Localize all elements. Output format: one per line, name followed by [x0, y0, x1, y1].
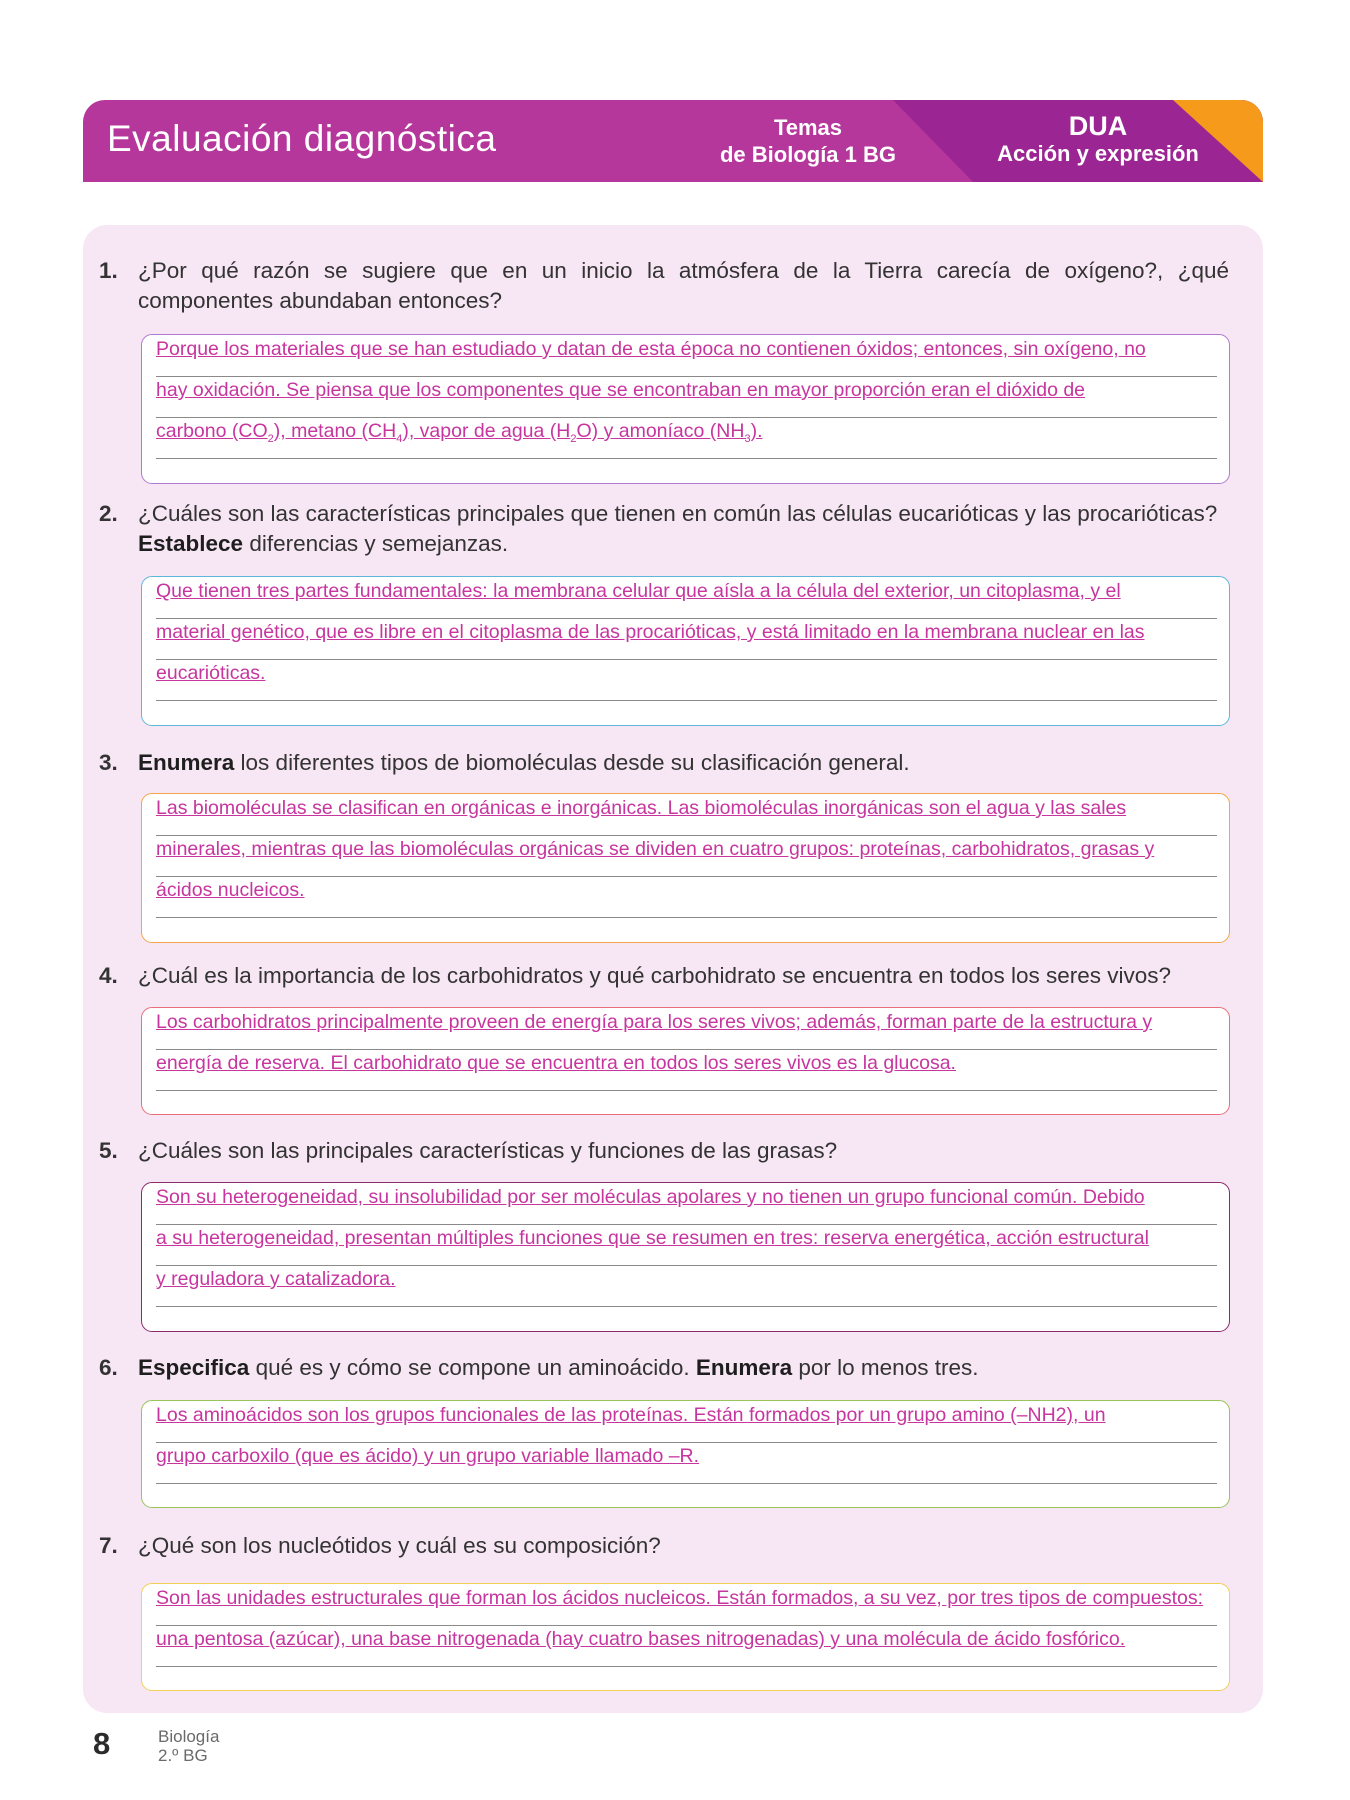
- answer-box-5: [141, 1182, 1230, 1332]
- question-5: [99, 1136, 1229, 1166]
- question-number: 1.: [99, 258, 118, 283]
- answer-box-4: [141, 1007, 1230, 1115]
- answer-line: energía de reserva. El carbohidrato que se encuentra en todos los seres vivos es la glucosa.: [156, 1049, 1217, 1091]
- answer-line: Los aminoácidos son los grupos funcionales de las proteínas. Están formados por un grupo amino (–NH2), un: [156, 1401, 1217, 1443]
- question-verb: Enumera: [695, 1355, 793, 1380]
- question-text: ¿Cuáles son las características principales que tienen en común las células eucarióticas y las procarióticas?: [138, 501, 1218, 526]
- question-number: 3.: [99, 750, 118, 775]
- questions-panel: [83, 225, 1263, 1713]
- answer-line: Porque los materiales que se han estudiado y datan de esta época no contienen óxidos; entonces, sin oxígeno, no: [156, 335, 1217, 377]
- question-text: diferencias y semejanzas.: [243, 531, 509, 556]
- answer-line: ácidos nucleicos.: [156, 876, 1217, 918]
- question-text: ¿Por qué razón se sugiere que en un inicio la atmósfera de la Tierra carecía de oxígeno?, ¿qué componentes abundaban entonces?: [138, 258, 1229, 313]
- temas-label: [643, 114, 973, 168]
- question-number: 2.: [99, 501, 118, 526]
- question-text: por lo menos tres.: [792, 1355, 979, 1380]
- page-number: 8: [93, 1726, 111, 1761]
- question-verb: Establece: [138, 531, 244, 556]
- answer-line: y reguladora y catalizadora.: [156, 1265, 1217, 1307]
- question-text: los diferentes tipos de biomoléculas desde su clasificación general.: [234, 750, 910, 775]
- dua-line1: DUA: [1068, 111, 1128, 141]
- dua-line2: Acción y expresión: [997, 141, 1199, 166]
- answer-box-2: [141, 576, 1230, 726]
- temas-line2: de Biología 1 BG: [719, 142, 897, 167]
- answer-line: Que tienen tres partes fundamentales: la membrana celular que aísla a la célula del exterior, un citoplasma, y el: [156, 577, 1217, 619]
- answer-box-6: [141, 1400, 1230, 1508]
- question-text: ¿Cuál es la importancia de los carbohidratos y qué carbohidrato se encuentra en todos los seres vivos?: [138, 963, 1172, 988]
- answer-box-3: [141, 793, 1230, 943]
- answer-line: a su heterogeneidad, presentan múltiples funciones que se resumen en tres: reserva energética, acción estructural: [156, 1224, 1217, 1266]
- question-2: [99, 499, 1229, 559]
- question-4: [99, 961, 1229, 991]
- header-banner: [83, 100, 1263, 182]
- answer-line: eucarióticas.: [156, 659, 1217, 701]
- page-title: Evaluación diagnóstica: [107, 118, 497, 159]
- question-number: 5.: [99, 1138, 118, 1163]
- answer-line: hay oxidación. Se piensa que los componentes que se encontraban en mayor proporción eran el dióxido de: [156, 376, 1217, 418]
- answer-line: minerales, mientras que las biomoléculas orgánicas se dividen en cuatro grupos: proteínas, carbohidratos, grasas y: [156, 835, 1217, 877]
- question-number: 4.: [99, 963, 118, 988]
- dua-label: [963, 113, 1233, 167]
- subject-label: Biología: [158, 1727, 220, 1746]
- footer-subject: [158, 1727, 219, 1765]
- question-7: [99, 1531, 1229, 1561]
- temas-line1: Temas: [773, 115, 843, 140]
- answer-line: carbono $(CO_2)$, metano $(CH_4)$, vapor de agua $(H_2O)$ y amoníaco $(NH_3)$.: [156, 417, 1217, 459]
- answer-box-1: [141, 334, 1230, 484]
- question-text: qué es y cómo se compone un aminoácido.: [249, 1355, 696, 1380]
- answer-line: Las biomoléculas se clasifican en orgánicas e inorgánicas. Las biomoléculas inorgánicas son el agua y las sales: [156, 794, 1217, 836]
- grade-label: 2.º BG: [158, 1746, 208, 1765]
- question-verb: Especifica: [138, 1355, 250, 1380]
- question-6: [99, 1353, 1229, 1383]
- answer-box-7: [141, 1583, 1230, 1691]
- answer-line: Son las unidades estructurales que forman los ácidos nucleicos. Están formados, a su vez, por tres tipos de compuestos:: [156, 1584, 1217, 1626]
- answer-line: Son su heterogeneidad, su insolubilidad por ser moléculas apolares y no tienen un grupo funcional común. Debido: [156, 1183, 1217, 1225]
- question-number: 6.: [99, 1355, 118, 1380]
- question-number: 7.: [99, 1533, 118, 1558]
- question-3: [99, 748, 1229, 778]
- question-text: ¿Cuáles son las principales características y funciones de las grasas?: [138, 1138, 838, 1163]
- question-verb: Enumera: [138, 750, 235, 775]
- answer-line: material genético, que es libre en el citoplasma de las procarióticas, y está limitado en la membrana nuclear en las: [156, 618, 1217, 660]
- question-1: [99, 256, 1229, 316]
- answer-line: una pentosa (azúcar), una base nitrogenada (hay cuatro bases nitrogenadas) y una molécula de ácido fosfórico.: [156, 1625, 1217, 1667]
- answer-line: Los carbohidratos principalmente proveen de energía para los seres vivos; además, forman parte de la estructura y: [156, 1008, 1217, 1050]
- answer-line: grupo carboxilo (que es ácido) y un grupo variable llamado –R.: [156, 1442, 1217, 1484]
- question-text: ¿Qué son los nucleótidos y cuál es su composición?: [138, 1533, 661, 1558]
